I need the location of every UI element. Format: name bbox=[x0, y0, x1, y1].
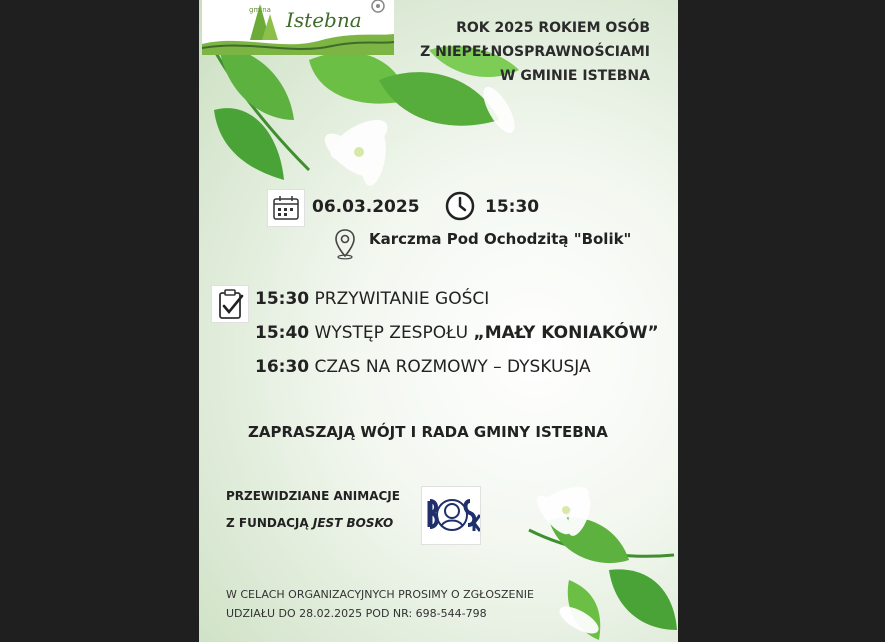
event-date: 06.03.2025 bbox=[312, 197, 420, 217]
invitation-text: ZAPRASZAJĄ WÓJT I RADA GMINY ISTEBNA bbox=[248, 423, 608, 441]
location-pin-icon bbox=[333, 228, 357, 260]
agenda-item bbox=[255, 357, 591, 377]
agenda-time: 16:30 bbox=[255, 357, 310, 377]
agenda-item bbox=[255, 323, 659, 343]
clock-icon bbox=[443, 189, 477, 223]
registration-note-line: W CELACH ORGANIZACYJNYCH PROSIMY O ZGŁOSZENIE bbox=[226, 588, 534, 601]
agenda-item bbox=[255, 289, 489, 309]
registration-note-line: UDZIAŁU DO 28.02.2025 POD NR: 698-544-798 bbox=[226, 607, 487, 620]
event-time: 15:30 bbox=[485, 197, 540, 217]
logo-name: Istebna bbox=[286, 8, 362, 32]
agenda-time: 15:30 bbox=[255, 289, 310, 309]
title-line: W GMINIE ISTEBNA bbox=[500, 68, 650, 84]
agenda-time: 15:40 bbox=[255, 323, 310, 343]
animation-line-1: PRZEWIDZIANE ANIMACJE bbox=[226, 489, 400, 503]
jest-bosko-logo bbox=[421, 486, 481, 545]
leaves-bottom-decoration bbox=[509, 470, 678, 642]
agenda-bold-text: „MAŁY KONIAKÓW” bbox=[473, 323, 659, 343]
agenda-text: PRZYWITANIE GOŚCI bbox=[314, 289, 490, 309]
event-poster bbox=[199, 0, 678, 642]
agenda-text: WYSTĘP ZESPOŁU bbox=[314, 323, 469, 343]
foundation-name: JEST BOSKO bbox=[312, 516, 394, 530]
poster-title bbox=[420, 16, 650, 88]
gmina-istebna-logo bbox=[202, 0, 394, 55]
title-line: Z NIEPEŁNOSPRAWNOŚCIAMI bbox=[420, 44, 650, 60]
agenda-text: CZAS NA ROZMOWY – DYSKUSJA bbox=[314, 357, 591, 377]
animation-line-2 bbox=[226, 516, 393, 530]
logo-small-text: gmina bbox=[249, 6, 271, 14]
event-place: Karczma Pod Ochodzitą "Bolik" bbox=[369, 230, 632, 248]
clipboard-check-icon bbox=[211, 285, 249, 323]
animation-prefix: Z FUNDACJĄ bbox=[226, 516, 309, 530]
calendar-icon bbox=[267, 189, 305, 227]
title-line: ROK 2025 ROKIEM OSÓB bbox=[456, 20, 650, 36]
